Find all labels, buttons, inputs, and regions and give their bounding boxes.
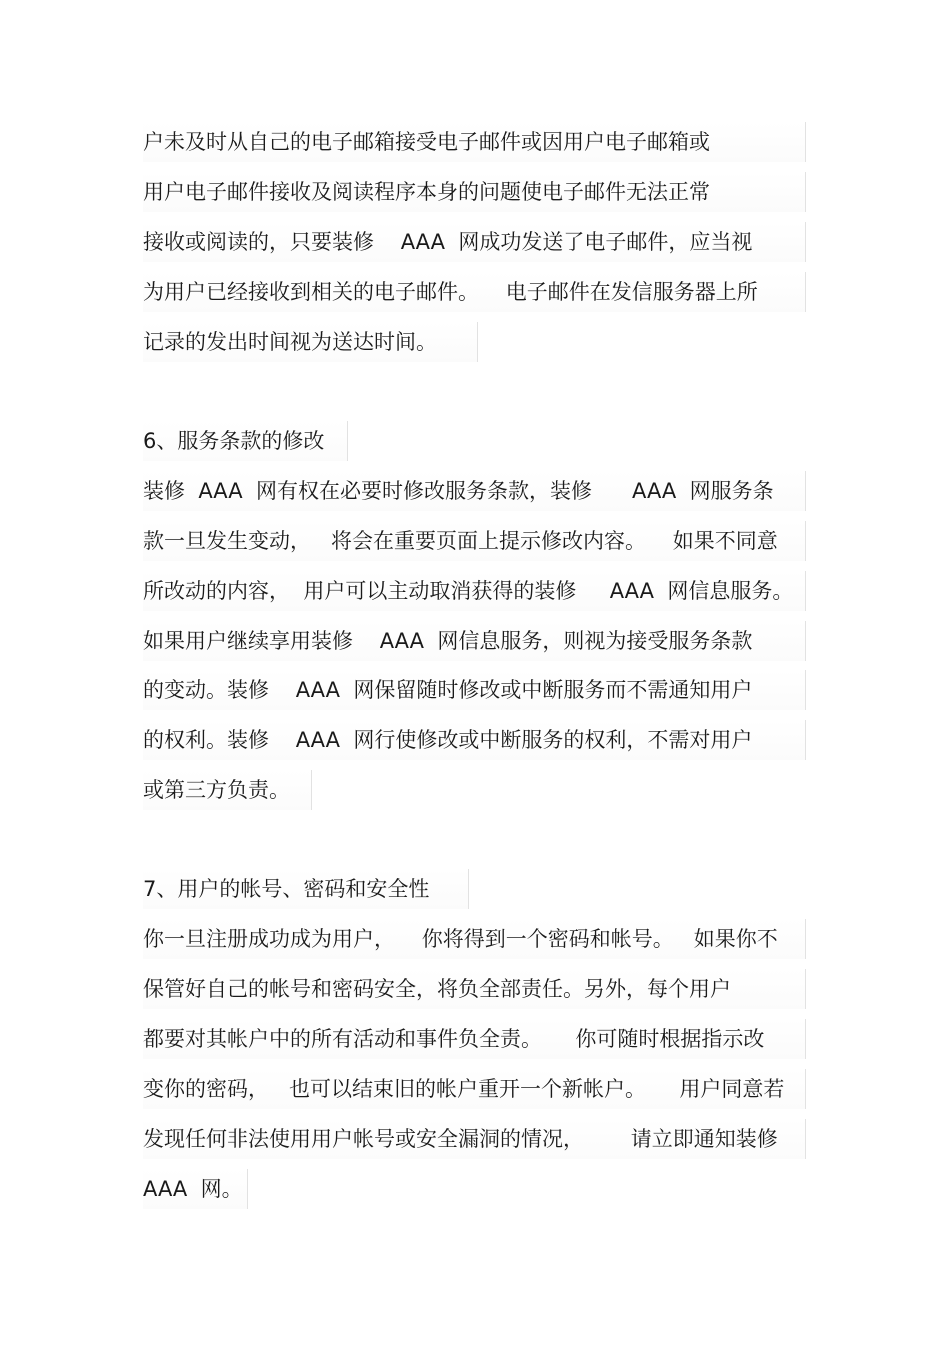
paragraph-line: 都要对其帐户中的所有活动和事件负全责。 你可随时根据指示改: [143, 1019, 806, 1059]
paragraph-line: 所改动的内容， 用户可以主动取消获得的装修 AAA 网信息服务。: [143, 571, 806, 611]
section-heading: 7、用户的帐号、密码和安全性: [143, 869, 469, 909]
paragraph-line: 装修 AAA 网有权在必要时修改服务条款，装修 AAA 网服务条: [143, 471, 806, 511]
paragraph-line: 记录的发出时间视为送达时间。: [143, 322, 478, 362]
paragraph-line: AAA 网。: [143, 1169, 248, 1209]
paragraph-line: 你一旦注册成功成为用户， 你将得到一个密码和帐号。 如果你不: [143, 919, 806, 959]
paragraph-line: 如果用户继续享用装修 AAA 网信息服务，则视为接受服务条款: [143, 621, 806, 661]
paragraph-line: 保管好自己的帐号和密码安全，将负全部责任。另外，每个用户: [143, 969, 806, 1009]
paragraph-line: 款一旦发生变动， 将会在重要页面上提示修改内容。 如果不同意: [143, 521, 806, 561]
paragraph-line: 户未及时从自己的电子邮箱接受电子邮件或因用户电子邮箱或: [143, 122, 806, 162]
section-heading: 6、服务条款的修改: [143, 421, 348, 461]
paragraph-line: 的权利。装修 AAA 网行使修改或中断服务的权利，不需对用户: [143, 720, 806, 760]
paragraph-line: 变你的密码， 也可以结束旧的帐户重开一个新帐户。 用户同意若: [143, 1069, 806, 1109]
paragraph-line: 的变动。装修 AAA 网保留随时修改或中断服务而不需通知用户: [143, 670, 806, 710]
paragraph-line: 或第三方负责。: [143, 770, 312, 810]
paragraph-line: 接收或阅读的，只要装修 AAA 网成功发送了电子邮件，应当视: [143, 222, 806, 262]
paragraph-line: 发现任何非法使用用户帐号或安全漏洞的情况， 请立即通知装修: [143, 1119, 806, 1159]
paragraph-line: 用户电子邮件接收及阅读程序本身的问题使电子邮件无法正常: [143, 172, 806, 212]
paragraph-line: 为用户已经接收到相关的电子邮件。 电子邮件在发信服务器上所: [143, 272, 806, 312]
